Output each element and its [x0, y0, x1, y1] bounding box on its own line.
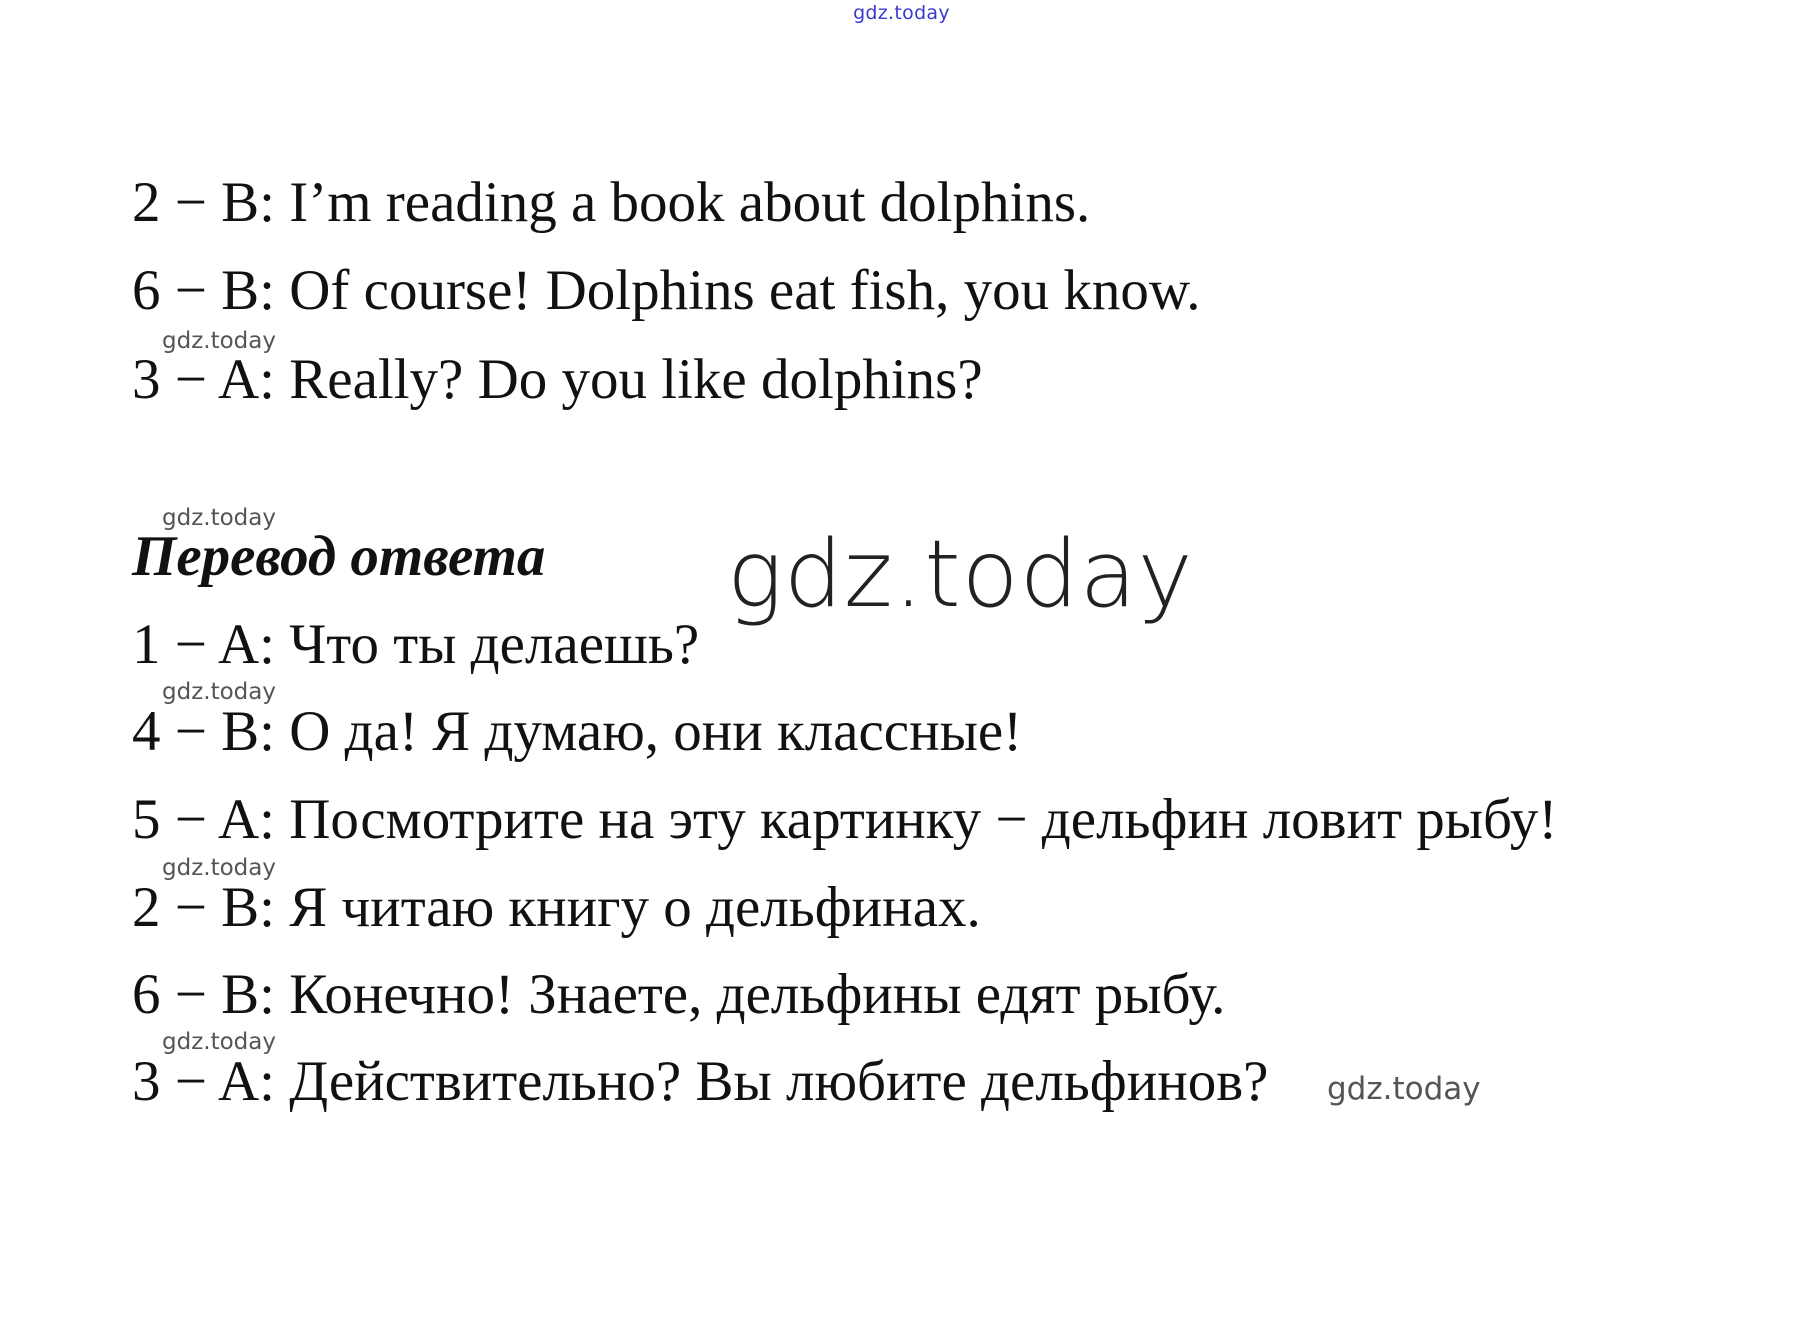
- translation-line-1: 1 − A: Что ты делаешь?: [132, 613, 700, 676]
- answer-line-2: 6 − B: Of course! Dolphins eat fish, you know.: [132, 259, 1201, 322]
- watermark-small-4: gdz.today: [162, 855, 276, 881]
- watermark-inline: gdz.today: [1327, 1071, 1481, 1107]
- watermark-big: gdz.today: [727, 520, 1194, 628]
- translation-line-3: 5 − A: Посмотрите на эту картинку − дельфин ловит рыбу!: [132, 788, 1558, 851]
- translation-line-6: 3 − A: Действительно? Вы любите дельфинов?: [132, 1050, 1269, 1113]
- watermark-small-2: gdz.today: [162, 505, 276, 531]
- top-watermark: gdz.today: [853, 2, 950, 24]
- answer-line-1: 2 − B: I’m reading a book about dolphins.: [132, 171, 1091, 234]
- translation-heading: Перевод ответа: [132, 525, 546, 588]
- translation-line-5: 6 − B: Конечно! Знаете, дельфины едят рыбу.: [132, 963, 1226, 1026]
- watermark-small-3: gdz.today: [162, 679, 276, 705]
- answer-line-3: 3 − A: Really? Do you like dolphins?: [132, 348, 983, 411]
- watermark-small-1: gdz.today: [162, 328, 276, 354]
- watermark-small-5: gdz.today: [162, 1029, 276, 1055]
- translation-line-2: 4 − B: О да! Я думаю, они классные!: [132, 700, 1023, 763]
- translation-line-4: 2 − B: Я читаю книгу о дельфинах.: [132, 876, 981, 939]
